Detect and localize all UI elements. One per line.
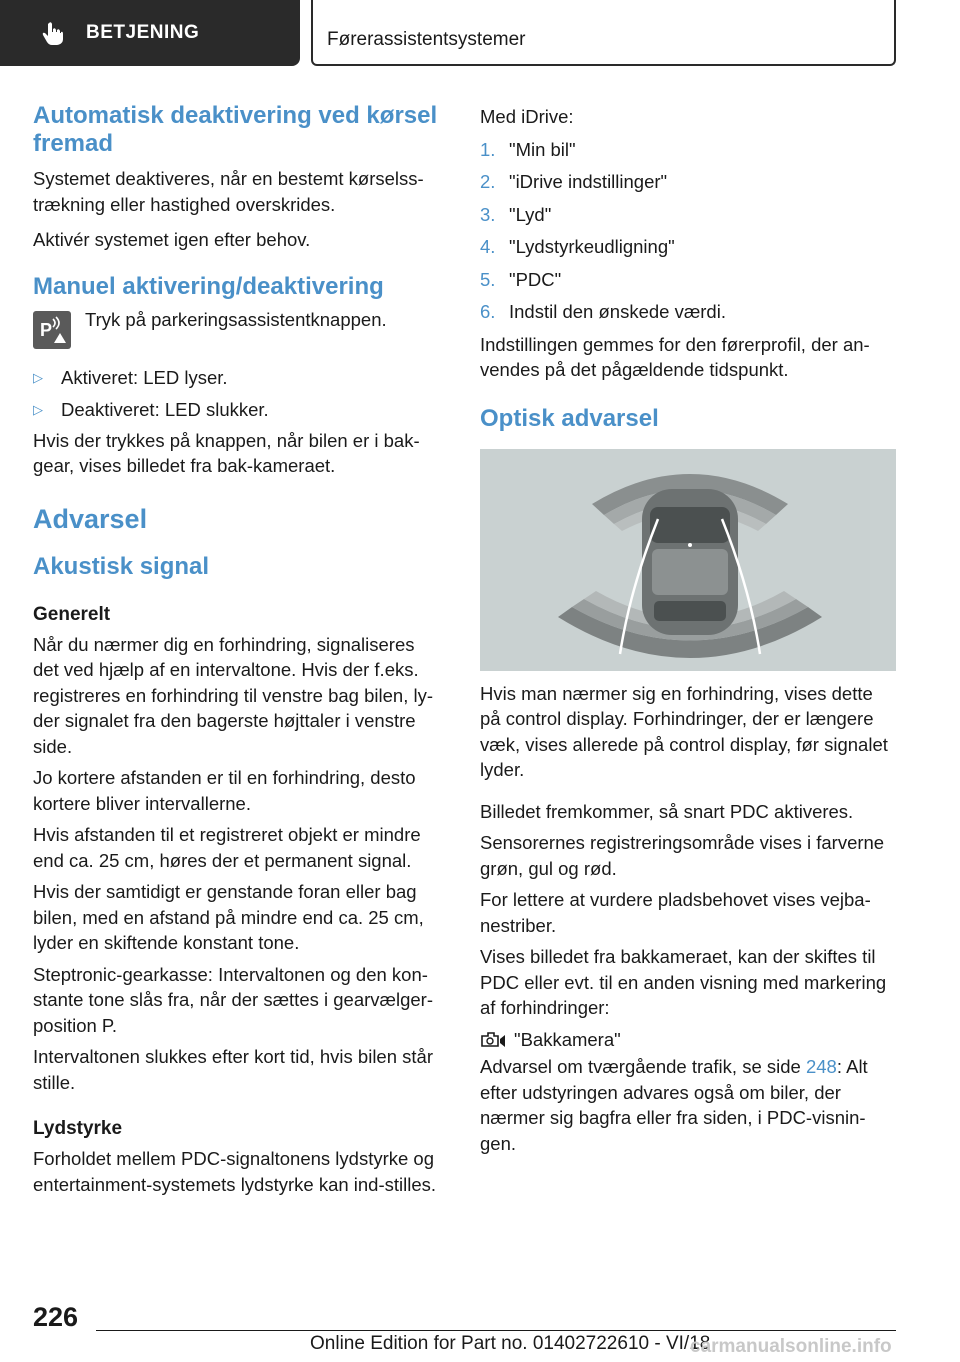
bullet-deactivated: [33, 397, 445, 423]
rear-camera-icon: [480, 1029, 506, 1051]
heading-general: Generelt: [33, 603, 111, 625]
para-text: Advarsel om tværgående trafik, se side: [480, 1056, 806, 1077]
step-text: "iDrive indstillinger": [509, 171, 668, 192]
para-optical-5: Vises billedet fra bakkameraet, kan der skiftes til PDC eller evt. til en anden visning med markering af forhindringer:: [480, 946, 887, 1018]
para-general-2: Jo kortere afstanden er til en forhindring, desto kortere bliver intervallerne.: [33, 767, 416, 814]
footer-rule: [96, 1330, 896, 1331]
watermark: carmanualsonline.info: [690, 1336, 892, 1357]
car-top-view-illustration: [480, 449, 896, 671]
step-text: "Min bil": [509, 138, 576, 160]
heading-auto-deactivation: Automatisk deaktivering ved kørsel fremad: [33, 102, 438, 157]
heading-acoustic: Akustisk signal: [33, 552, 210, 580]
heading-optical: Optisk advarsel: [480, 404, 659, 432]
step-item: [480, 169, 896, 195]
section-tab: [0, 0, 300, 66]
page-header: [0, 0, 960, 66]
chapter-header: [311, 0, 896, 66]
section-label: BETJENING: [86, 22, 200, 43]
para-general-1: Når du nærmer dig en forhindring, signaliseres det ved hjælp af en intervaltone. Hvis der f.eks. registreres en forhindring til venstre bag bilen, ly-der signalet fra den bagerste højttaler i venstre side.: [33, 633, 433, 757]
left-column: [33, 100, 445, 1197]
para-optical-4: For lettere at vurdere pladsbehovet vises vejba-nestriber.: [480, 889, 871, 936]
pdc-display-figure: [480, 449, 896, 671]
right-column: [480, 100, 896, 1156]
para-idrive: Med iDrive:: [480, 106, 574, 127]
step-number: 3.: [480, 203, 496, 225]
bullet-activated: [33, 365, 445, 391]
step-text: "Lyd": [509, 203, 552, 225]
step-text: Indstil den ønskede værdi.: [509, 301, 726, 322]
page-link-248[interactable]: 248: [805, 1056, 837, 1077]
para-general-5: Steptronic-gearkasse: Intervaltonen og den kon-stante tone slås fra, når der sættes i gearvælger-position P.: [33, 963, 433, 1036]
para-optical-2: Billedet fremkommer, så snart PDC aktiveres.: [480, 800, 854, 822]
heading-warning: Advarsel: [33, 503, 148, 534]
para-auto-1: Systemet deaktiveres, når en bestemt kørselss-trækning eller hastighed overskrides.: [33, 168, 424, 215]
para-optical-1: Hvis man nærmer sig en forhindring, vises dette på control display. Forhindringer, der er længere væk, vises allerede på control display, før signalet lyder.: [480, 682, 888, 780]
step-number: 2.: [480, 171, 496, 192]
page-number: 226: [33, 1302, 79, 1332]
para-general-6: Intervaltonen slukkes efter kort tid, hvis bilen står stille.: [33, 1046, 433, 1093]
heading-volume: Lydstyrke: [33, 1118, 123, 1139]
step-item: [480, 202, 896, 228]
footer-edition: Online Edition for Part no. 01402722610 - VI/18: [310, 1333, 711, 1354]
para-volume: Forholdet mellem PDC-signaltonens lydstyrke og entertainment-systemets lydstyrke kan ind-stilles.: [33, 1148, 437, 1195]
para-optical-3: Sensorernes registreringsområde vises i farverne grøn, gul og rød.: [480, 832, 885, 879]
step-item: [480, 267, 896, 293]
step-number: 5.: [480, 268, 496, 290]
para-press-button: Tryk på parkeringsassistentknappen.: [85, 308, 387, 330]
parking-assist-button-icon: [33, 311, 71, 349]
step-number: 4.: [480, 236, 496, 257]
steps-list: [480, 137, 896, 325]
para-optical-6: [480, 1054, 896, 1156]
para-reverse: Hvis der trykkes på knappen, når bilen er i bak-gear, vises billedet fra bak-kameraet.: [33, 429, 420, 476]
camera-label: "Bakkamera": [514, 1028, 621, 1050]
para-general-3: Hvis afstanden til et registreret objekt er mindre end ca. 25 cm, høres der et permanent signal.: [33, 824, 421, 871]
svg-text:P: P: [40, 319, 53, 340]
step-number: 1.: [480, 138, 496, 160]
hand-pointer-icon: [40, 20, 66, 46]
step-item: [480, 137, 896, 163]
para-auto-2: Aktivér systemet igen efter behov.: [33, 229, 311, 250]
step-text: "PDC": [509, 268, 562, 290]
camera-row: [480, 1027, 896, 1053]
chapter-title: Førerassistentsystemer: [327, 29, 526, 50]
para-general-4: Hvis der samtidigt er genstande foran eller bag bilen, med en afstand på mindre end ca. 25 cm, lyder en skiftende konstant tone.: [33, 881, 424, 953]
triangle-bullet-icon: ▷: [33, 402, 43, 417]
triangle-bullet-icon: ▷: [33, 369, 43, 385]
parking-button-row: [33, 308, 445, 349]
para-text: : Alt efter udstyringen advares også om biler, der nærmer sig bagfra eller fra siden, i PDC-visnin-gen.: [480, 1056, 868, 1154]
heading-manual: Manuel aktivering/deaktivering: [33, 272, 384, 300]
step-text: "Lydstyrkeudligning": [509, 236, 675, 257]
step-item: [480, 234, 896, 260]
bullet-text: Aktiveret: LED lyser.: [61, 366, 228, 388]
para-saved: Indstillingen gemmes for den førerprofil, der an-vendes på det pågældende tidspunkt.: [480, 333, 870, 380]
step-item: [480, 299, 896, 325]
bullet-text: Deaktiveret: LED slukker.: [61, 399, 269, 420]
step-number: 6.: [480, 301, 496, 322]
